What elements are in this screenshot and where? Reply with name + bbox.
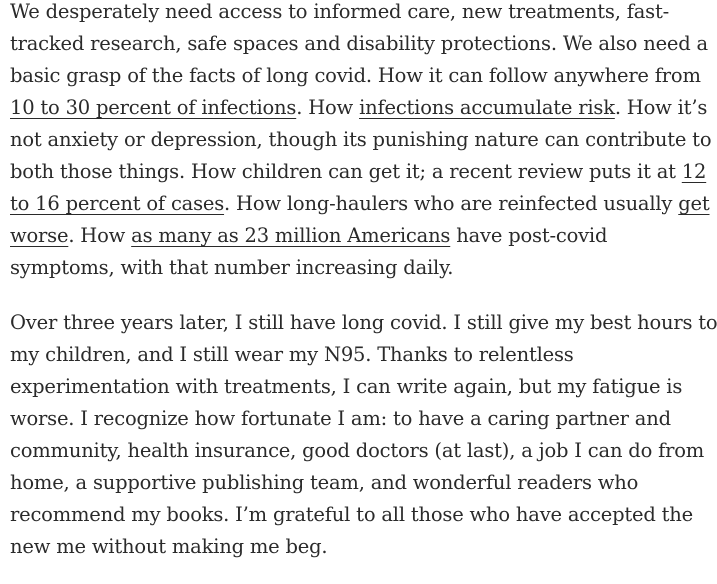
text-segment: . How long-haulers who are reinfected usually [224,192,679,215]
text-line: community, health insurance, good doctors (at last), a job I can do from [10,439,705,462]
text-segment: have post-covid [450,224,608,247]
link-infections-accumulate-risk[interactable]: infections accumulate risk [359,96,615,119]
paragraph-three-years-later [10,307,717,563]
link-children-percentage[interactable]: 12 [681,160,707,183]
text-segment: tracked research, safe spaces and disability protections. We also need a [10,32,708,55]
text-line: worse. I recognize how fortunate I am: to have a caring partner and [10,407,671,430]
text-line: Over three years later, I still have long covid. I still give my best hours to [10,311,717,334]
text-segment: symptoms, with that number increasing daily. [10,256,454,279]
text-segment: . How it’s [614,96,708,119]
text-line [10,124,712,156]
link-23-million-americans[interactable]: as many as 23 million Americans [131,224,451,247]
text-segment: We desperately need access to informed care, new treatments, fast- [10,0,669,23]
text-line: experimentation with treatments, I can write again, but my fatigue is [10,375,683,398]
text-line [10,188,710,220]
text-line: my children, and I still wear my N95. Thanks to relentless [10,343,574,366]
text-segment: both those things. How children can get it; a recent review puts it at [10,160,682,183]
text-line [10,220,660,252]
link-reinfected-get-worse[interactable]: worse [10,224,69,247]
link-reinfected-get-worse[interactable]: get [678,192,710,215]
text-line [10,156,707,188]
paragraph-long-covid-needs [10,0,712,284]
text-segment: . How [296,96,360,119]
text-line: new me without making me beg. [10,535,328,558]
link-children-percentage[interactable]: to 16 percent of cases [10,192,225,215]
text-line: recommend my books. I’m grateful to all those who have accepted the [10,503,693,526]
text-line: home, a supportive publishing team, and wonderful readers who [10,471,639,494]
text-line [10,60,701,92]
text-segment: basic grasp of the facts of long covid. How it can follow anywhere from [10,64,701,87]
link-infection-percentage[interactable]: 10 to 30 percent of infections [10,96,297,119]
text-line [10,92,708,124]
text-line [10,0,669,28]
text-segment: not anxiety or depression, though its punishing nature can contribute to [10,128,712,151]
text-segment: . How [68,224,132,247]
text-line [10,28,708,60]
text-line [10,252,660,284]
